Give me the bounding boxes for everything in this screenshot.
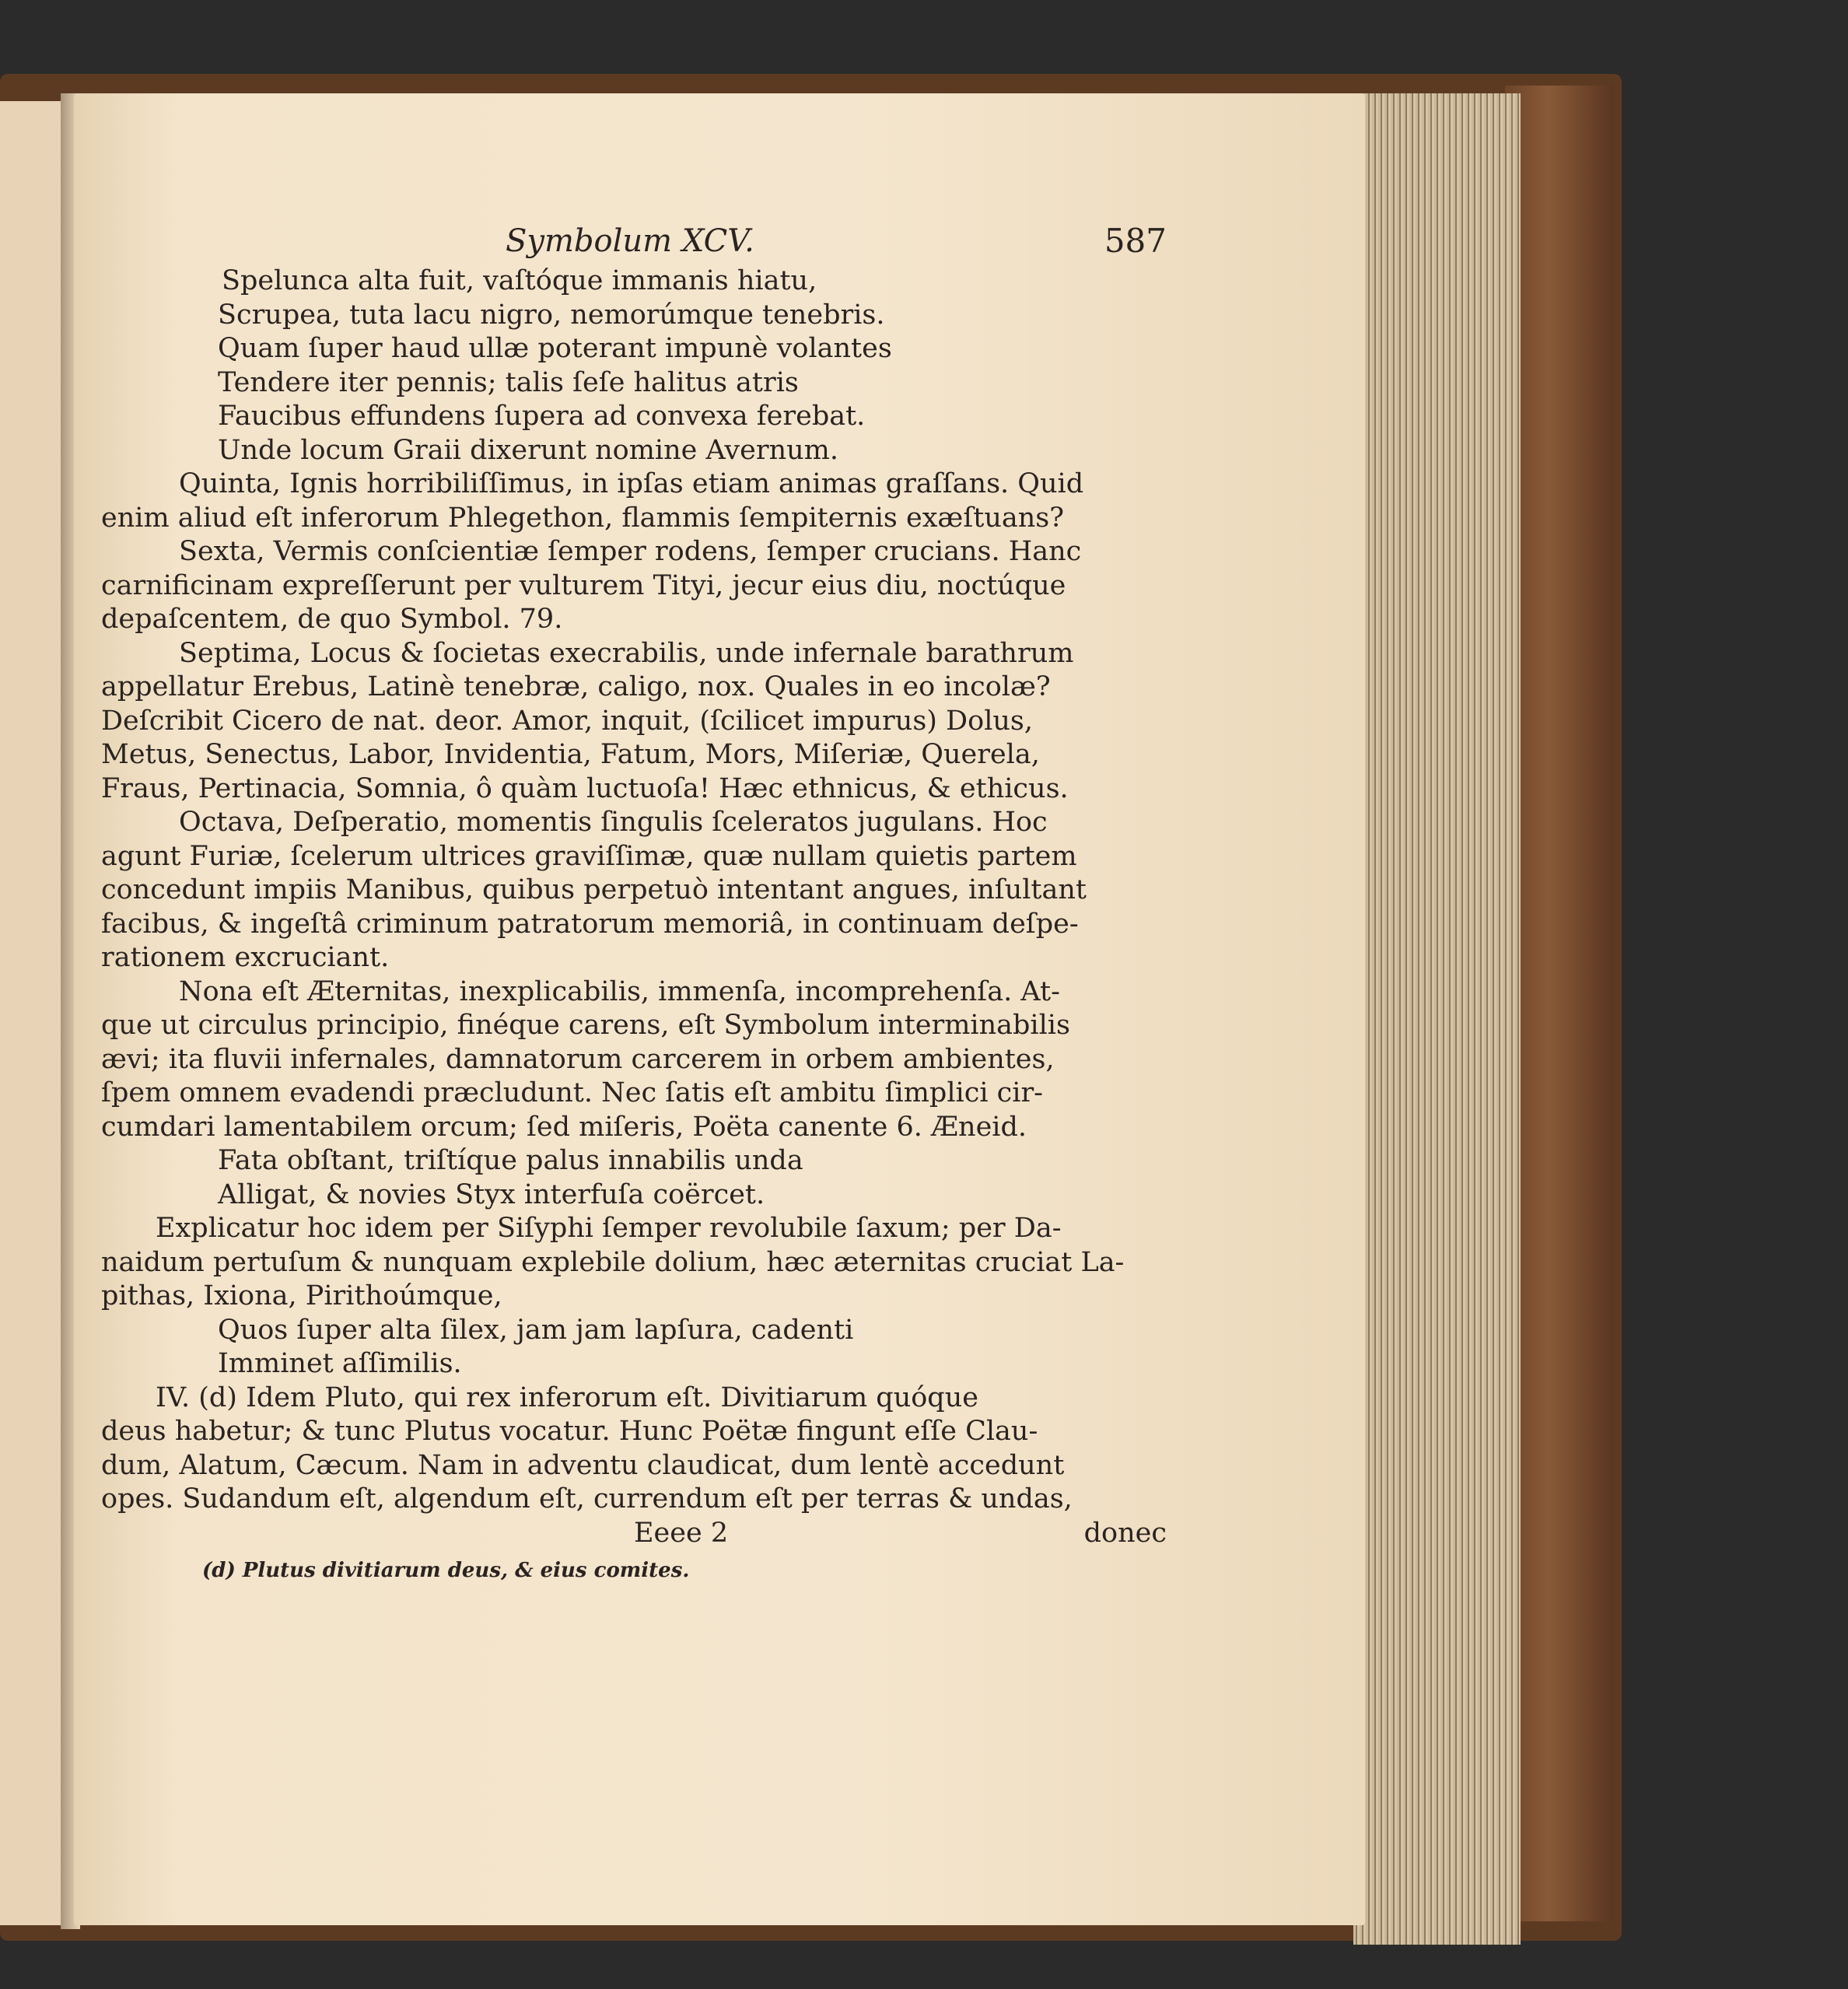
- book-spine-edge: [1505, 86, 1614, 1921]
- page-number: 587: [1104, 222, 1167, 260]
- verse-line: Unde locum Graii dixerunt nomine Avernum.: [218, 434, 838, 466]
- paragraph-line: depaſcentem, de quo Symbol. 79.: [101, 604, 563, 635]
- signature-line: [101, 1517, 1167, 1551]
- paragraph-line: enim aliud eſt inferorum Phlegethon, flammis ſempiternis exæſtuans?: [101, 502, 1065, 534]
- catchword: donec: [1083, 1517, 1167, 1549]
- paragraph-line: Fraus, Pertinacia, Somnia, ô quàm luctuoſa! Hæc ethnicus, & ethicus.: [101, 772, 1069, 804]
- verse-line: Quam ſuper haud ullæ poterant impunè volantes: [218, 333, 892, 364]
- header-title: Symbolum XCV.: [506, 223, 754, 259]
- paragraph-line: appellatur Erebus, Latinè tenebræ, caligo, nox. Quales in eo incolæ?: [101, 671, 1051, 702]
- page-text: [101, 218, 1167, 1586]
- paragraph-line: que ut circulus principio, finéque carens, eſt Symbolum interminabilis: [101, 1010, 1070, 1041]
- left-page-sliver: [0, 101, 63, 1925]
- paragraph-line: Octava, Deſperatio, momentis ſingulis ſceleratos jugulans. Hoc: [179, 807, 1048, 838]
- paragraph-line: opes. Sudandum eſt, algendum eſt, currendum eſt per terras & undas,: [101, 1483, 1073, 1515]
- running-header: [101, 218, 1167, 264]
- verse-line: Fata obſtant, triſtíque palus innabilis unda: [218, 1145, 803, 1176]
- paragraph-line: rationem excruciant.: [101, 942, 390, 973]
- paragraph-line: cumdari lamentabilem orcum; ſed miſeris, Poëta canente 6. Æneid.: [101, 1111, 1027, 1143]
- paragraph-line: ſpem omnem evadendi præcludunt. Nec ſatis eſt ambitu ſimplici cir-: [101, 1077, 1044, 1108]
- paragraph-line: ævi; ita fluvii infernales, damnatorum carcerem in orbem ambientes,: [101, 1043, 1055, 1075]
- paragraph-line: IV. (d) Idem Pluto, qui rex inferorum eſt. Divitiarum quóque: [156, 1381, 978, 1413]
- paragraph-line: Metus, Senectus, Labor, Invidentia, Fatum, Mors, Miſeriæ, Querela,: [101, 739, 1040, 770]
- signature-mark: Eeee 2: [634, 1517, 729, 1549]
- paragraph-line: Sexta, Vermis conſcientiæ ſemper rodens, ſemper crucians. Hanc: [179, 536, 1082, 567]
- verse-line: Alligat, & novies Styx interfuſa coërcet.: [218, 1178, 765, 1210]
- paragraph-line: dum, Alatum, Cæcum. Nam in adventu claudicat, dum lentè accedunt: [101, 1449, 1065, 1481]
- paragraph-line: Quinta, Ignis horribiliſſimus, in ipſas etiam animas graſſans. Quid: [179, 468, 1084, 499]
- verse-line: Faucibus effundens ſupera ad convexa ferebat.: [218, 401, 866, 432]
- paragraph-line: concedunt impiis Manibus, quibus perpetuò intentant angues, inſultant: [101, 874, 1087, 905]
- paragraph-line: deus habetur; & tunc Plutus vocatur. Hunc Poëtæ fingunt eſſe Clau-: [101, 1416, 1038, 1447]
- paragraph-line: Nona eſt Æternitas, inexplicabilis, immenſa, incomprehenſa. At-: [179, 975, 1060, 1007]
- paragraph-line: facibus, & ingeſtâ criminum patratorum memoriâ, in continuam deſpe-: [101, 908, 1079, 940]
- paragraph-line: agunt Furiæ, ſcelerum ultrices graviſſimæ, quæ nullam quietis partem: [101, 840, 1077, 872]
- footnote: (d) Plutus divitiarum deus, & eius comites.: [202, 1559, 690, 1582]
- paragraph-line: Septima, Locus & ſocietas execrabilis, unde infernale barathrum: [179, 637, 1074, 669]
- verse-line: Scrupea, tuta lacu nigro, nemorúmque tenebris.: [218, 299, 885, 331]
- paragraph-line: naidum pertuſum & nunquam explebile dolium, hæc æternitas cruciat La-: [101, 1246, 1125, 1278]
- verse-line: Imminet aſſimilis.: [218, 1348, 462, 1379]
- paragraph-line: pithas, Ixiona, Pirithoúmque,: [101, 1280, 502, 1311]
- verse-line: Tendere iter pennis; talis ſeſe halitus atris: [218, 366, 799, 398]
- verse-line: Quos ſuper alta ſilex, jam jam lapſura, cadenti: [218, 1314, 854, 1346]
- paragraph-line: Explicatur hoc idem per Siſyphi ſemper revolubile ſaxum; per Da-: [156, 1213, 1062, 1244]
- paragraph-line: carnificinam expreſſerunt per vulturem Tityi, jecur eius diu, noctúque: [101, 569, 1066, 601]
- page-edges: [1353, 93, 1521, 1945]
- verse-line: Spelunca alta fuit, vaſtóque immanis hiatu,: [222, 265, 817, 296]
- paragraph-line: Deſcribit Cicero de nat. deor. Amor, inquit, (ſcilicet impurus) Dolus,: [101, 705, 1034, 737]
